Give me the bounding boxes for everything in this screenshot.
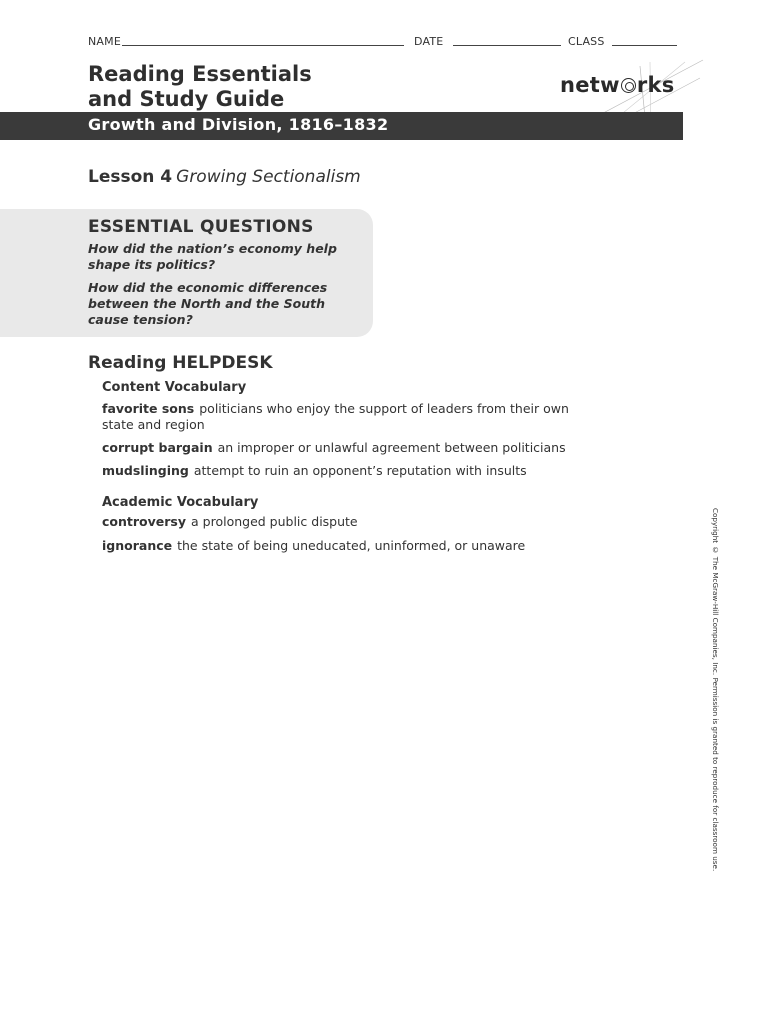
vocab-term: controversy xyxy=(102,514,187,529)
copyright-notice: Copyright © The McGraw-Hill Companies, Inc. Permission is granted to reproduce for classroom use. xyxy=(711,508,720,872)
unit-title: Growth and Division, 1816–1832 xyxy=(88,115,389,134)
lesson-topic: Growing Sectionalism xyxy=(176,167,361,187)
date-label: DATE xyxy=(414,35,444,48)
essential-question-1: How did the nation’s economy help shape its politics? xyxy=(88,241,337,272)
logo-text-end: rks xyxy=(636,73,675,97)
guide-title xyxy=(88,62,312,112)
essential-questions-heading: ESSENTIAL QUESTIONS xyxy=(88,217,314,237)
vocab-entry xyxy=(102,538,602,554)
vocab-term: mudslinging xyxy=(102,463,189,478)
vocab-term: ignorance xyxy=(102,538,173,553)
vocab-entry xyxy=(102,401,592,433)
academic-vocabulary-heading: Academic Vocabulary xyxy=(102,495,259,510)
name-label: NAME xyxy=(88,35,121,48)
lesson-heading xyxy=(88,167,361,187)
vocab-definition: an improper or unlawful agreement between politicians xyxy=(217,440,566,455)
logo-text-start: netw xyxy=(560,73,620,97)
guide-title-line2: and Study Guide xyxy=(88,87,285,111)
reading-helpdesk-heading: Reading HELPDESK xyxy=(88,353,273,373)
logo-o-icon xyxy=(621,78,636,93)
vocab-entry xyxy=(102,514,602,530)
vocab-entry xyxy=(102,463,602,479)
vocab-definition: the state of being uneducated, uninformed, or unaware xyxy=(177,538,526,553)
content-vocabulary-heading: Content Vocabulary xyxy=(102,380,247,395)
class-label: CLASS xyxy=(568,35,605,48)
vocab-definition: politicians who enjoy the support of leaders from their own state and region xyxy=(102,401,569,432)
lesson-number: Lesson 4 xyxy=(88,167,173,187)
guide-title-line1: Reading Essentials xyxy=(88,62,312,86)
class-field-line[interactable] xyxy=(612,45,677,46)
name-field-line[interactable] xyxy=(122,45,404,46)
vocab-definition: a prolonged public dispute xyxy=(191,514,358,529)
vocab-term: favorite sons xyxy=(102,401,195,416)
essential-question-2: How did the economic differences between the North and the South cause tension? xyxy=(88,280,328,327)
networks-logo xyxy=(560,73,675,97)
vocab-term: corrupt bargain xyxy=(102,440,213,455)
vocab-entry xyxy=(102,440,602,456)
vocab-definition: attempt to ruin an opponent’s reputation with insults xyxy=(193,463,527,478)
date-field-line[interactable] xyxy=(453,45,561,46)
